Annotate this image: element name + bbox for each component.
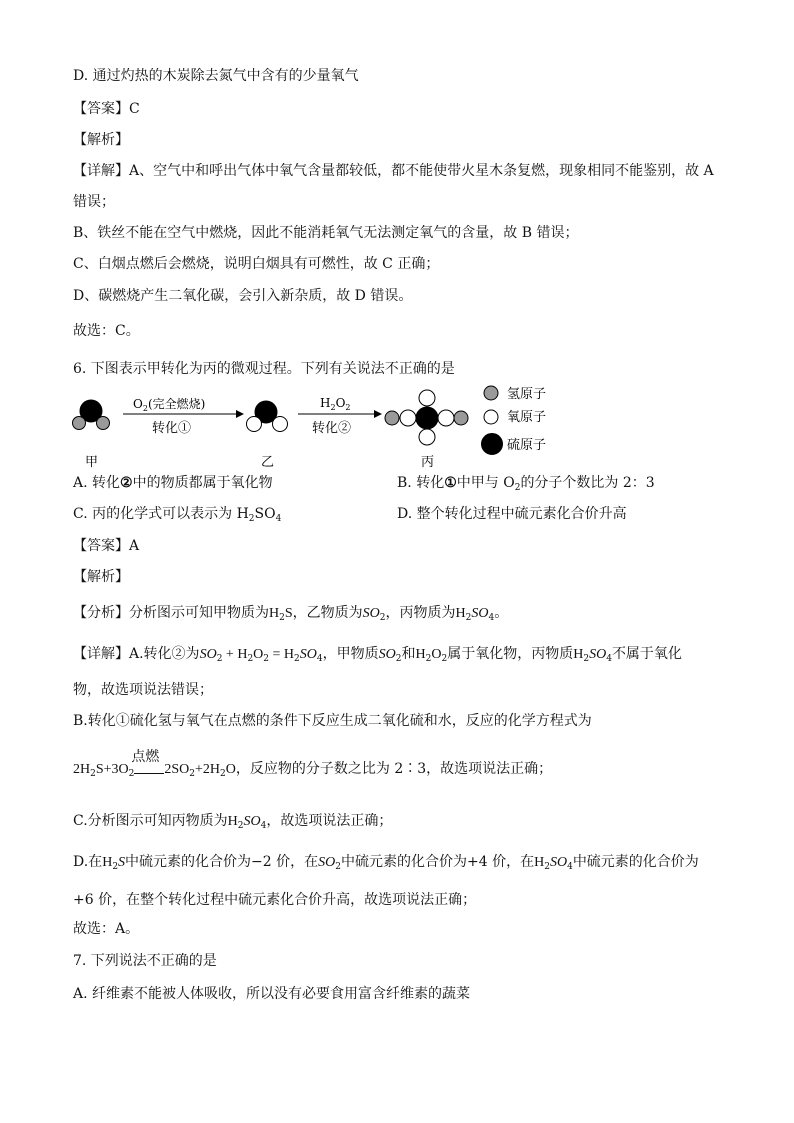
arrow1-condition: $O_2$(完全燃烧) <box>133 397 206 413</box>
option-b-prefix: B. 转化 <box>397 475 445 491</box>
equation: +2H <box>195 762 221 777</box>
option-a-prefix: A. 转化 <box>73 475 121 491</box>
fenxi-text: 分析图示可知甲物质为 <box>129 605 269 621</box>
fenxi-text: ，丙物质为 <box>385 605 456 621</box>
detail-a-text: A、空气中和呼出气体中氧气含量都较低，都不能使带火星木条复燃，现象相同不能鉴别，故 A <box>129 163 714 179</box>
q6-detail-b-equation <box>73 749 553 783</box>
formula-h2so4: H <box>573 647 584 662</box>
equation: O <box>225 762 236 777</box>
formula-h2s: H <box>269 606 280 621</box>
detail-text: 中硫元素的化合价为 <box>572 854 699 870</box>
q5-conclusion: 故选：C。 <box>73 323 140 339</box>
detail-text: 和 <box>401 646 416 662</box>
answer-value: A <box>129 538 140 554</box>
condition-bar <box>134 773 164 774</box>
formula-so2: SO <box>362 606 380 621</box>
option-c-sub2: 4 <box>275 514 282 524</box>
formula-h2o2: H <box>415 647 426 662</box>
formula-so2: SO <box>378 647 396 662</box>
q6-option-a <box>73 474 273 492</box>
condition-text: 点燃 <box>131 749 160 765</box>
fenxi-label: 【分析】 <box>73 605 129 621</box>
detail-label: 【详解】 <box>73 163 129 179</box>
q6-stem: 6. 下图表示甲转化为丙的微观过程。下列有关说法不正确的是 <box>73 361 455 377</box>
formula-sub: 2 <box>294 654 300 664</box>
detail-text: 中硫元素的化合价为+4 价，在 <box>341 854 535 870</box>
legend-oxygen-marker <box>484 410 498 424</box>
detail-text: ，反应物的分子数之比为 2∶3，故选项说法正确； <box>235 761 553 777</box>
formula-sub: 2 <box>128 769 135 779</box>
option-b-circled: ① <box>444 475 457 491</box>
label-bing: 丙 <box>421 455 435 470</box>
detail-label: 【详解】 <box>73 646 129 662</box>
q6-conclusion: 故选：A。 <box>73 921 140 937</box>
option-b-text: 中甲与 O <box>456 475 515 491</box>
q6-analysis-label: 【解析】 <box>73 569 129 585</box>
detail-text: 中硫元素的化合价为−2 价，在 <box>125 854 319 870</box>
equation: S+3O <box>95 762 129 777</box>
q6-detail-d-cont: +6 价，在整个转化过程中硫元素化合价升高，故选项说法正确； <box>73 892 477 908</box>
q5-detail-a-cont: 错误； <box>73 194 115 210</box>
option-b-text-end: 的分子个数比为 2：3 <box>520 475 655 491</box>
equation: SO <box>199 647 217 662</box>
arrow2-condition: $H_2O_2$ <box>320 396 351 412</box>
q7-option-a: A. 纤维素不能被人体吸收，所以没有必要食用富含纤维素的蔬菜 <box>73 986 471 1002</box>
detail-text: D.在 <box>73 854 103 870</box>
formula-part: SO <box>549 855 568 870</box>
equation: SO <box>299 647 317 662</box>
q5-detail-b: B、铁丝不能在空气中燃烧，因此不能消耗氧气无法测定氧气的含量，故 B 错误； <box>73 225 579 241</box>
formula-sub: 2 <box>335 862 341 872</box>
equation: + H <box>222 647 248 662</box>
q6-detail-a-cont: 物，故选项说法错误； <box>73 682 213 698</box>
legend <box>482 386 547 455</box>
formula-part: SO <box>589 647 607 662</box>
formula-part: S <box>118 855 126 870</box>
formula-sub: 4 <box>260 821 267 831</box>
formula-sub: 2 <box>379 613 386 623</box>
answer-value: C <box>129 101 140 117</box>
formula-part: S <box>284 606 293 621</box>
formula-sub: 2 <box>544 862 550 872</box>
reaction-condition <box>131 749 164 783</box>
q5-analysis-label: 【解析】 <box>73 132 129 148</box>
formula-sub: 2 <box>279 613 285 623</box>
q5-detail-a <box>73 162 714 180</box>
q6-option-b <box>397 474 655 497</box>
equation: 2SO <box>164 762 190 777</box>
formula-sub: 2 <box>189 769 196 779</box>
q6-option-d: D. 整个转化过程中硫元素化合价升高 <box>397 506 627 522</box>
formula-sub: 2 <box>441 654 448 664</box>
formula-h2so4: H <box>227 814 238 829</box>
molecule-jia <box>73 400 110 430</box>
equation: = H <box>269 647 295 662</box>
arrow1-label: 转化① <box>152 421 192 436</box>
formula-sub: 4 <box>567 862 573 872</box>
molecule-bing <box>385 390 468 445</box>
equation: O <box>253 647 264 662</box>
formula-sub: 2 <box>220 769 226 779</box>
legend-hydrogen-marker <box>484 386 498 400</box>
formula-h2so4: H <box>534 855 545 870</box>
formula-h2so4: H <box>455 606 466 621</box>
formula-sub: 2 <box>90 769 96 779</box>
detail-text: ，甲物质 <box>322 646 379 662</box>
equation: 2H <box>73 762 91 777</box>
formula-sub: 2 <box>425 654 432 664</box>
legend-oxygen: 氧原子 <box>507 410 547 425</box>
formula-so2: SO <box>318 855 336 870</box>
formula-sub: 2 <box>465 613 472 623</box>
legend-sulfur: 硫原子 <box>507 438 547 453</box>
detail-text: C.分析图示可知丙物质为 <box>73 813 228 829</box>
option-c-mid: SO <box>254 506 276 522</box>
formula-sub: 2 <box>583 654 590 664</box>
formula-sub: 2 <box>263 654 270 664</box>
q6-answer <box>73 537 139 555</box>
detail-text: 属于氧化物，丙物质 <box>447 646 574 662</box>
option-a-text: 中的物质都属于氧化物 <box>132 475 273 491</box>
answer-label: 【答案】 <box>73 101 129 117</box>
formula-part: SO <box>243 814 261 829</box>
detail-text: ，故选项说法正确； <box>266 813 393 829</box>
option-c-sub1: 2 <box>248 514 255 524</box>
formula-part: O <box>431 647 442 662</box>
formula-sub: 4 <box>606 654 612 664</box>
q7-stem: 7. 下列说法不正确的是 <box>73 953 217 969</box>
formula-sub: 2 <box>395 654 402 664</box>
detail-text: A.转化②为 <box>129 646 200 662</box>
q6-option-c <box>73 505 281 528</box>
q5-answer <box>73 100 140 118</box>
option-c-text: C. 丙的化学式可以表示为 H <box>73 506 249 522</box>
q6-detail-c <box>73 812 392 835</box>
formula-sub: 4 <box>316 654 323 664</box>
formula-h2s: H <box>102 855 113 870</box>
formula-sub: 2 <box>237 821 244 831</box>
q6-fenxi <box>73 604 508 627</box>
formula-sub: 2 <box>247 654 254 664</box>
fenxi-text: 。 <box>494 605 509 621</box>
molecular-diagram <box>0 382 794 472</box>
q5-option-d: D. 通过灼热的木炭除去氮气中含有的少量氧气 <box>73 68 359 84</box>
q5-detail-d: D、碳燃烧产生二氧化碳，会引入新杂质，故 D 错误。 <box>73 288 413 304</box>
formula-sub: 2 <box>112 862 119 872</box>
label-jia: 甲 <box>85 455 99 470</box>
legend-sulfur-marker <box>482 434 503 455</box>
arrow-conversion-2 <box>298 410 382 418</box>
arrow-conversion-1 <box>123 410 244 418</box>
option-a-circled: ② <box>120 475 133 491</box>
arrow2-label: 转化② <box>312 421 352 436</box>
molecule-yi <box>247 401 288 432</box>
fenxi-text: ，乙物质为 <box>292 605 363 621</box>
label-yi: 乙 <box>261 455 275 470</box>
q6-detail-b: B.转化①硫化氢与氧气在点燃的条件下反应生成二氧化硫和水，反应的化学方程式为 <box>73 713 592 729</box>
q5-detail-c: C、白烟点燃后会燃烧，说明白烟具有可燃性，故 C 正确； <box>73 256 440 272</box>
option-b-sub: 2 <box>514 483 521 493</box>
formula-sub: 2 <box>216 654 223 664</box>
detail-text: 不属于氧化 <box>611 646 682 662</box>
answer-label: 【答案】 <box>73 538 129 554</box>
formula-part: SO <box>471 606 489 621</box>
q6-detail-d <box>73 853 699 876</box>
legend-hydrogen: 氢原子 <box>507 387 547 402</box>
formula-sub: 4 <box>488 613 495 623</box>
q6-detail-a <box>73 645 682 668</box>
